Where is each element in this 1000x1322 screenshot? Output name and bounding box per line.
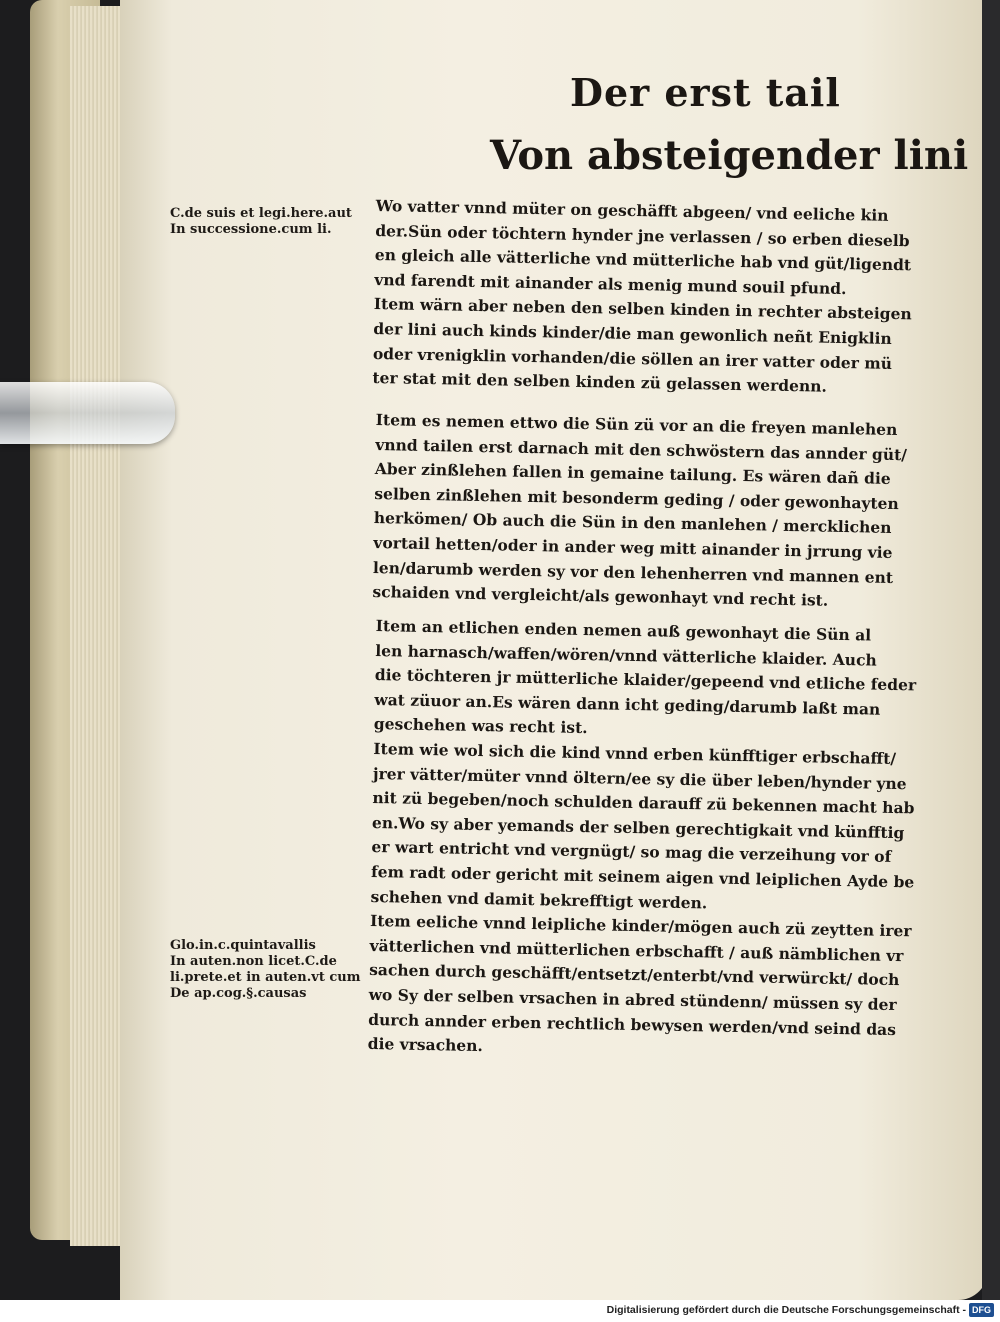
text-line: die töchteren jr mütterliche klaider/gepeend vnd etliche feder bbox=[374, 665, 917, 695]
marginal-note bbox=[170, 206, 352, 238]
text-line: len/darumb werden sy vor den lehenherren vnd mannen ent bbox=[372, 557, 894, 587]
text-line: Aber zinßlehen fallen in gemaine tailung. Es wären dañ die bbox=[374, 459, 891, 489]
section-heading: Von absteigender lini bbox=[490, 132, 969, 179]
text-line: en.Wo sy aber yemands der selben gerechtigkait vnd künfftig bbox=[371, 812, 905, 842]
text-line: schehen vnd damit bekrefftigt werden. bbox=[370, 886, 708, 912]
text-line: ter stat mit den selben kinden zü gelassen werdenn. bbox=[372, 368, 828, 396]
text-line: len harnasch/waffen/wören/vnnd vätterliche klaider. Auch bbox=[375, 640, 877, 670]
text-line: durch annder erben rechtlich bewysen werden/vnd seind das bbox=[368, 1009, 897, 1039]
text-line: wo Sy der selben vrsachen in abred stündenn/ müssen sy der bbox=[368, 984, 897, 1014]
footer-bar bbox=[0, 1300, 1000, 1322]
text-line: vortail hetten/oder in ander weg mitt ainander in jrrung vie bbox=[373, 532, 893, 562]
text-line: Wo vatter vnnd müter on geschäfft abgeen/ vnd eeliche kin bbox=[375, 195, 889, 225]
marginal-line: C.de suis et legi.here.aut bbox=[170, 206, 352, 221]
text-line: oder vrenigklin vorhanden/die söllen an irer vatter oder mü bbox=[372, 343, 893, 373]
text-line: Item es nemen ettwo die Sün zü vor an die freyen manlehen bbox=[375, 409, 898, 440]
text-line: en gleich alle vätterliche vnd mütterliche hab vnd güt/ligendt bbox=[374, 245, 912, 275]
marginal-line: De ap.cog.§.causas bbox=[170, 986, 307, 1001]
paragraph bbox=[372, 194, 936, 401]
text-line: vätterlichen vnd mütterlichen erbschafft / auß nämblichen vr bbox=[369, 935, 904, 965]
marginal-line: li.prete.et in auten.vt cum bbox=[170, 970, 361, 985]
dfg-logo: DFG bbox=[969, 1303, 994, 1317]
text-line: Item wie wol sich die kind vnnd erben künfftiger erbschafft/ bbox=[373, 738, 897, 768]
text-line: wat züuor an.Es wären dann icht geding/darumb laßt man bbox=[374, 689, 881, 719]
running-head: Der erst tail bbox=[570, 70, 841, 115]
text-line: Item eeliche vnnd leipliche kinder/mögen auch zü zeytten irer bbox=[369, 911, 912, 941]
funding-credit: Digitalisierung gefördert durch die Deutsche Forschungsgemeinschaft - bbox=[606, 1304, 966, 1316]
text-line: herkömen/ Ob auch die Sün in den manlehen / mercklichen bbox=[373, 508, 892, 538]
text-line: sachen durch geschäfft/entsetzt/enterbt/vnd verwürckt/ doch bbox=[368, 960, 900, 990]
marginal-line: In successione.cum li. bbox=[170, 222, 332, 237]
text-line: nit zü begeben/noch schulden darauff zü bekennen macht hab bbox=[372, 788, 915, 818]
text-line: selben zinßlehen mit besonderm geding / oder gewonhayten bbox=[374, 483, 899, 513]
text-line: geschehen was recht ist. bbox=[373, 714, 588, 738]
text-line: vnd farendt mit ainander als menig mund souil pfund. bbox=[374, 269, 847, 298]
next-page-edge bbox=[982, 0, 1000, 1300]
page-holder-clip bbox=[0, 382, 175, 444]
marginal-note bbox=[170, 938, 360, 1002]
text-line: Item wärn aber neben den selben kinden in rechter absteigen bbox=[373, 294, 912, 324]
text-line: vnnd tailen erst darnach mit den schwöstern das annder güt/ bbox=[375, 434, 908, 464]
text-line: die vrsachen. bbox=[367, 1034, 484, 1056]
text-line: er wart entricht vnd vergnügt/ so mag die verzeihung vor of bbox=[371, 837, 892, 867]
paragraph bbox=[372, 408, 936, 615]
text-line: fem radt oder gericht mit seinem aigen vnd leiplichen Ayde be bbox=[370, 861, 915, 892]
paragraph bbox=[368, 614, 936, 1067]
marginal-line: Glo.in.c.quintavallis bbox=[170, 938, 316, 953]
text-line: Item an etlichen enden nemen auß gewonhayt die Sün al bbox=[375, 615, 872, 645]
marginal-line: In auten.non licet.C.de bbox=[170, 954, 337, 969]
text-line: der lini auch kinds kinder/die man gewonlich neñt Enigklin bbox=[373, 318, 892, 348]
text-line: schaiden vnd vergleicht/als gewonhayt vnd recht ist. bbox=[372, 582, 829, 610]
text-line: jrer vätter/müter vnnd öltern/ee sy die über leben/hynder yne bbox=[372, 763, 907, 793]
text-line: der.Sün oder töchtern hynder jne verlassen / so erben dieselb bbox=[375, 220, 910, 250]
